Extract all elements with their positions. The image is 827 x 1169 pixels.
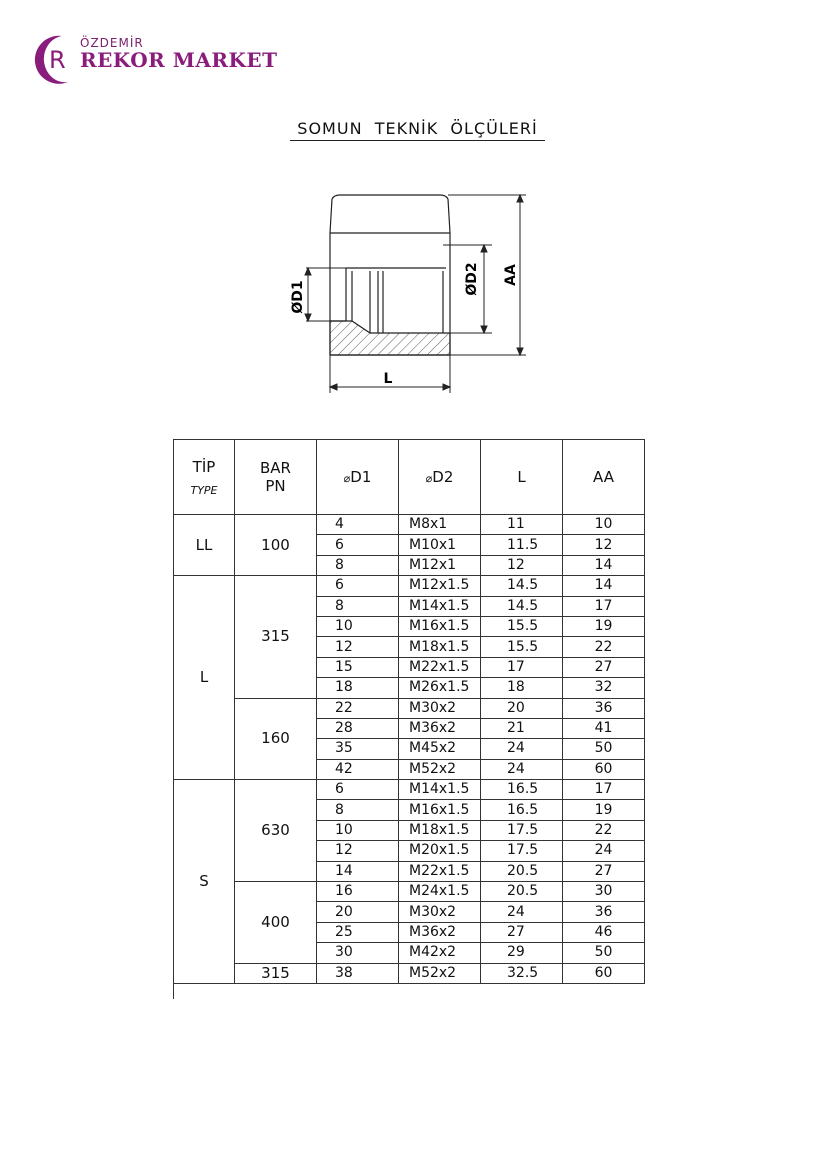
cell-d2: M20x1.5 (399, 841, 481, 861)
cell-aa: 32 (563, 678, 645, 698)
cell-aa: 22 (563, 637, 645, 657)
header-l: L (481, 440, 563, 515)
cell-d2: M12x1.5 (399, 576, 481, 596)
cell-d2: M14x1.5 (399, 596, 481, 616)
cell-l: 24 (481, 759, 563, 779)
cell-l: 20.5 (481, 882, 563, 902)
nut-technical-drawing (270, 185, 570, 399)
page-title: SOMUN TEKNİK ÖLÇÜLERİ (290, 119, 545, 141)
cell-d1: 38 (317, 963, 399, 983)
cell-l: 16.5 (481, 780, 563, 800)
l-label: L (383, 371, 393, 387)
cell-l: 12 (481, 555, 563, 575)
cell-d1: 6 (317, 576, 399, 596)
table-edge-line (173, 983, 174, 999)
cell-d1: 10 (317, 820, 399, 840)
cell-d1: 14 (317, 861, 399, 881)
cell-d2: M36x2 (399, 718, 481, 738)
cell-d1: 42 (317, 759, 399, 779)
header-bar-pn (235, 440, 317, 515)
cell-d1: 35 (317, 739, 399, 759)
table-row (174, 515, 645, 535)
cell-d1: 16 (317, 882, 399, 902)
cell-l: 15.5 (481, 637, 563, 657)
cell-d1: 8 (317, 800, 399, 820)
cell-d2: M16x1.5 (399, 800, 481, 820)
header-tip (174, 440, 235, 515)
cell-l: 14.5 (481, 576, 563, 596)
pressure-group-cell: 400 (235, 882, 317, 964)
cell-d1: 6 (317, 535, 399, 555)
pressure-group-cell: 630 (235, 780, 317, 882)
diameter-icon: ⌀ (425, 472, 433, 485)
cell-d1: 12 (317, 637, 399, 657)
cell-aa: 27 (563, 861, 645, 881)
cell-d2: M22x1.5 (399, 861, 481, 881)
header-pn-label: PN (265, 477, 286, 495)
cell-l: 24 (481, 902, 563, 922)
cell-d1: 18 (317, 678, 399, 698)
cell-aa: 60 (563, 759, 645, 779)
cell-l: 15.5 (481, 616, 563, 636)
cell-aa: 50 (563, 739, 645, 759)
cell-d2: M52x2 (399, 963, 481, 983)
cell-d1: 28 (317, 718, 399, 738)
cell-aa: 41 (563, 718, 645, 738)
table-row (174, 963, 645, 983)
cell-d2: M16x1.5 (399, 616, 481, 636)
table-body (174, 515, 645, 984)
cell-l: 32.5 (481, 963, 563, 983)
type-group-cell: LL (174, 515, 235, 576)
cell-d2: M22x1.5 (399, 657, 481, 677)
table-header-row (174, 440, 645, 515)
header-aa: AA (563, 440, 645, 515)
logo-top-text: ÖZDEMİR (80, 36, 144, 50)
diameter-icon: ⌀ (343, 472, 351, 485)
d1-dimension (305, 268, 346, 321)
cell-d2: M52x2 (399, 759, 481, 779)
cell-l: 11 (481, 515, 563, 535)
cell-l: 17 (481, 657, 563, 677)
d1-label: ØD1 (290, 280, 306, 314)
cell-aa: 10 (563, 515, 645, 535)
pressure-group-cell: 315 (235, 576, 317, 698)
cell-d1: 10 (317, 616, 399, 636)
cell-d2: M26x1.5 (399, 678, 481, 698)
cell-d1: 8 (317, 596, 399, 616)
dimensions-table (173, 439, 645, 984)
cell-l: 16.5 (481, 800, 563, 820)
pressure-group-cell: 160 (235, 698, 317, 780)
cell-aa: 60 (563, 963, 645, 983)
cell-d2: M30x2 (399, 698, 481, 718)
table-row (174, 698, 645, 718)
pressure-group-cell: 100 (235, 515, 317, 576)
cell-d2: M24x1.5 (399, 882, 481, 902)
cell-aa: 14 (563, 555, 645, 575)
cell-l: 11.5 (481, 535, 563, 555)
cell-d2: M8x1 (399, 515, 481, 535)
cell-l: 24 (481, 739, 563, 759)
cell-d1: 6 (317, 780, 399, 800)
cell-aa: 12 (563, 535, 645, 555)
cell-d1: 15 (317, 657, 399, 677)
cell-d2: M10x1 (399, 535, 481, 555)
cell-aa: 24 (563, 841, 645, 861)
logo-letter: R (49, 46, 66, 74)
cell-d2: M36x2 (399, 922, 481, 942)
header-d2 (399, 440, 481, 515)
cell-d2: M45x2 (399, 739, 481, 759)
cell-d1: 25 (317, 922, 399, 942)
cell-aa: 36 (563, 902, 645, 922)
cell-aa: 14 (563, 576, 645, 596)
cell-aa: 27 (563, 657, 645, 677)
brand-logo (32, 30, 278, 90)
header-bar-label: BAR (260, 459, 291, 477)
header-d1 (317, 440, 399, 515)
cell-d2: M12x1 (399, 555, 481, 575)
cell-d1: 20 (317, 902, 399, 922)
header-d1-label: D1 (350, 468, 372, 486)
logo-main-text: REKOR MARKET (80, 48, 278, 72)
cell-l: 21 (481, 718, 563, 738)
table-row (174, 780, 645, 800)
cell-l: 18 (481, 678, 563, 698)
cell-l: 27 (481, 922, 563, 942)
cell-d1: 22 (317, 698, 399, 718)
cell-l: 17.5 (481, 820, 563, 840)
cell-aa: 36 (563, 698, 645, 718)
cell-aa: 50 (563, 943, 645, 963)
cell-l: 20 (481, 698, 563, 718)
cell-aa: 17 (563, 780, 645, 800)
hatched-section (330, 321, 450, 355)
type-group-cell: S (174, 780, 235, 984)
table-row (174, 576, 645, 596)
header-type-label: TYPE (190, 483, 218, 497)
cell-l: 17.5 (481, 841, 563, 861)
cell-aa: 19 (563, 616, 645, 636)
cell-d2: M30x2 (399, 902, 481, 922)
cell-l: 29 (481, 943, 563, 963)
header-tip-label: TİP (192, 457, 216, 476)
cell-d1: 30 (317, 943, 399, 963)
type-group-cell: L (174, 576, 235, 780)
cell-d1: 4 (317, 515, 399, 535)
cell-d2: M18x1.5 (399, 820, 481, 840)
logo-crescent-icon (32, 30, 80, 88)
d2-label: ØD2 (464, 262, 480, 296)
cell-d1: 12 (317, 841, 399, 861)
table-row (174, 882, 645, 902)
cell-d2: M42x2 (399, 943, 481, 963)
cell-aa: 17 (563, 596, 645, 616)
cell-aa: 46 (563, 922, 645, 942)
pressure-group-cell: 315 (235, 963, 317, 983)
header-d2-label: D2 (432, 468, 454, 486)
cell-aa: 30 (563, 882, 645, 902)
cell-d1: 8 (317, 555, 399, 575)
cell-l: 14.5 (481, 596, 563, 616)
cell-aa: 19 (563, 800, 645, 820)
aa-label: AA (503, 264, 519, 286)
cell-d2: M18x1.5 (399, 637, 481, 657)
cell-d2: M14x1.5 (399, 780, 481, 800)
cell-aa: 22 (563, 820, 645, 840)
cell-l: 20.5 (481, 861, 563, 881)
